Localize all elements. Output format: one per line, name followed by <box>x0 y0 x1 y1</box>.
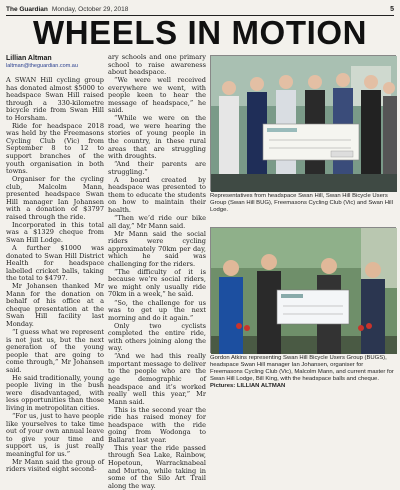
article-paragraph: “The difficulty of it is because we’re social riders, we might only usually ride 70km in a week,” he said. <box>108 267 206 299</box>
article-paragraph: A further $1000 was donated to Swan Hill District Health for headspace labelled cricket balls, taking the total to $4797. <box>6 244 104 283</box>
photo-credit: Pictures: LILLIAN ALTMAN <box>210 383 286 389</box>
article-paragraph: This is the second year the ride has raised money for headspace with the ride going from Wodonga to Ballarat last year. <box>108 405 206 444</box>
group-cheque-illustration <box>211 56 397 192</box>
newspaper-name: The Guardian <box>6 5 48 13</box>
article-paragraph: “Then we’d ride our bike all day,” Mr Mann said. <box>108 213 206 230</box>
photo2-caption <box>210 355 396 390</box>
issue-date: Monday, October 29, 2018 <box>51 5 129 13</box>
article-paragraph: ary schools and one primary school to raise awareness about headspace. <box>108 53 206 77</box>
article-paragraph: Mr Mann said the group of riders visited eight second- <box>6 457 104 474</box>
byline-name: Lillian Altman <box>6 55 52 62</box>
article-paragraph: Incorporated in this total was a $1329 cheque from Swan Hill Lodge. <box>6 220 104 244</box>
article-paragraph: Mr Mann said the social riders were cycling approximately 70km per day, which he said was challenging for the riders. <box>108 229 206 268</box>
article-paragraph: “So, the challenge for us was to get up the next morning and do it again.” <box>108 298 206 322</box>
byline-email[interactable]: laltman@theguardian.com.au <box>6 63 78 69</box>
article-paragraph: “For us, just to have people like yourselves to take time out of your own annual leave to give your time and support us, is just really meaningful for us.” <box>6 412 104 458</box>
article-paragraph: Ride for headspace 2018 was held by the Freemasons Cycling Club (Vic) from September 8 to 12 to support branches of the youth organisation in both towns. <box>6 121 104 176</box>
article-column-2 <box>108 53 206 490</box>
cheque-balls-illustration <box>211 228 397 354</box>
article-paragraph: A SWAN Hill cycling group has donated almost $5000 to headspace Swan Hill raised through a 330-kilometre bicycle ride from Swan Hill to Horsham. <box>6 76 104 122</box>
photo2-caption-text: Gordon Atkins representing Swan Hill Bicycle Users Group (BUGS), headspace Swan Hill manager Ian Johansen, organiser for Freemasons Cycling Club (Vic), Malcolm Mann, and current master for Swan Hill Lodge, Bill King, with the headspace balls and cheque. <box>210 355 394 382</box>
article-paragraph: Mr Johansen thanked Mr Mann for the donation on behalf of his office at a cheque presentation at the Swan Hill facility last Monday. <box>6 282 104 328</box>
article-paragraph: “While we were on the road, we were hearing the stories of young people in the country, in these rural areas that are struggling with droughts. <box>108 114 206 161</box>
article-paragraph: Organiser for the cycling club, Malcolm Mann, presented headspace Swan Hill manager Ian Johansen with a donation of $3797 raised through the ride. <box>6 175 104 221</box>
article-paragraph: “We were well received everywhere we went, with people keen to hear the message of headspace,” he said. <box>108 76 206 115</box>
page-number: 5 <box>390 5 394 13</box>
article-paragraph: “And we had this really important message to deliver to the people who are the age demographic of headspace and it’s worked really well this year,” Mr Mann said. <box>108 352 206 406</box>
photo1-caption: Representatives from headspace Swan Hill, Swan Hill Bicycle Users Group (Swan Hill BUG), Freemasons Cycling Club (Vic) and Swan Hill Lodge. <box>210 193 393 213</box>
article-paragraph: This year the ride passed through Sea Lake, Rainbow, Hopetoun, Warracknabeal and Murtoa, while taking in some of the Silo Art Trail along the way. <box>108 443 206 490</box>
article-paragraph: He said traditionally, young people living in the bush were disadvantaged, with less opportunities than those living in metropolitan cities. <box>6 373 104 413</box>
group-cheque-photo <box>210 55 396 191</box>
article-paragraph: “And their parents are struggling.” <box>108 160 206 176</box>
article-paragraph: A board created by headspace was presented to them to educate the students on how to maintain their health. <box>108 175 206 214</box>
article-column-1 <box>6 76 104 474</box>
article-paragraph: “I guess what we represent is not just us, but the next generation of the young people that are going to come through,” Mr Johansen said. <box>6 328 104 374</box>
article-paragraph: Only two cyclists completed the entire ride, with others joining along the way. <box>108 321 206 353</box>
cheque-balls-photo <box>210 227 396 353</box>
headline: WHEELS IN MOTION <box>32 14 368 51</box>
